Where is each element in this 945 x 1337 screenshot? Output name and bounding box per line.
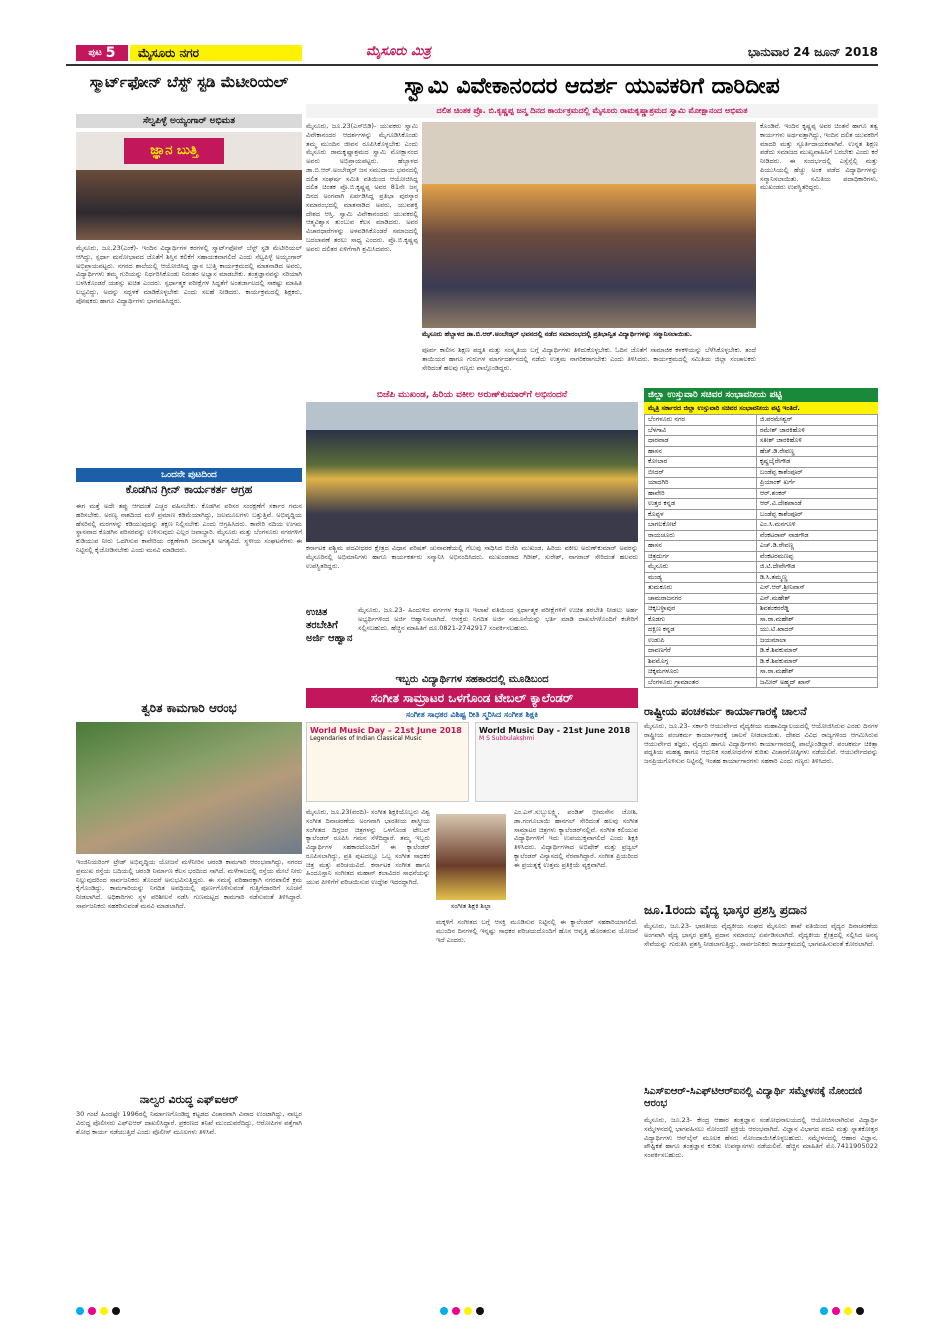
story4-headline: ನಾಲ್ವರ ವಿರುದ್ಧ ಎಫ್‌ಐಆರ್ xyxy=(139,1093,239,1106)
district-cell: ಬೆಳಗಾವಿ xyxy=(645,425,757,436)
page-header xyxy=(66,42,878,64)
table-row xyxy=(645,625,878,636)
felicitation-photo xyxy=(306,402,638,542)
minister-cell: ಆರ್.ಶಂಕರ್ xyxy=(756,488,877,499)
paper-name: ಮೈಸೂರು ಮಿತ್ರ xyxy=(366,44,431,59)
calendar-body-right2: ಮಕ್ಕಳಿಗೆ ಸಂಗೀತದ ಬಗ್ಗೆ ಆಸಕ್ತಿ ಮೂಡಿಸುವ ನಿಟ್ಟಿನಲ್ಲಿ ಈ ಕ್ಯಾಲೆಂಡರ್ ಸಹಕಾರಿಯಾಗಲಿದೆ. ಮುಂದಿನ ದಿನಗಳಲ್ಲಿ ಇನ್ನಷ್ಟು ಸಾಧಕರ ಪರಿಚಯದೊಂದಿಗೆ ಹೊಸ ಆವೃತ್ತಿ ಹೊರತರುವ ಯೋಜನೆ ಇದೆ ಎಂದರು. xyxy=(436,918,638,944)
continued-label: ಒಂದನೇ ಪುಟದಿಂದ xyxy=(76,468,302,482)
felicitation-headline: ಬಿಜೆಪಿ ಮುಖಂಡ, ಹಿರಿಯ ವಕೀಲ ಅರುಣ್‌ಕುಮಾರ್‌ಗೆ ಅಭಿನಂದನೆ xyxy=(306,388,638,402)
district-cell: ಚಿತ್ರದುರ್ಗ xyxy=(645,551,757,562)
calendar-kicker: ಇಬ್ಬರು ವಿದ್ಯಾರ್ಥಿಗಳ ಸಹಕಾರದಲ್ಲಿ ಮೂಡಿಬಂದ xyxy=(395,674,549,685)
color-swatches-mid xyxy=(440,1307,484,1315)
table-row xyxy=(645,562,878,573)
table-row xyxy=(645,572,878,583)
story2-headline: ಕೊಡಗಿನ ಗ್ರೀನ್ ಕಾರ್ಯಕರ್ತ ಆಗ್ರಹ xyxy=(125,483,253,496)
lead-right-body: ಕೊಂಡಿವೆ. ಇಂದಿನ ಕೃಷ್ಣಪ್ಪ ಅವರ ಚಿಂತನೆ ಹಾಗೂ ತತ್ವ ಕಾರ್ಯಗಳು ಅರ್ಥವತ್ತಾಗಿದ್ದು, ಇಂದಿನ ದಲಿತ ಯುವಕರಿಗೆ ಮಾದರಿ ಮತ್ತು ಸ್ಫೂರ್ತಿದಾಯಕವಾಗಿವೆ. ಉನ್ನತ ಶಿಕ್ಷಣ ಪಡೆದು ಸಮಾಜದ ಮುಖ್ಯವಾಹಿನಿಗೆ ಬರಬೇಕು ಎಂದು ಕರೆ ನೀಡಿದರು. ಈ ಸಂದರ್ಭದಲ್ಲಿ ಎಸ್ಸೆಸ್ಸೆಲ್ಸಿ ಮತ್ತು ಪಿಯುಸಿಯಲ್ಲಿ ಹೆಚ್ಚು ಅಂಕ ಪಡೆದ ವಿದ್ಯಾರ್ಥಿಗಳನ್ನು ಸನ್ಮಾನಿಸಲಾಯಿತು. ಸಮಿತಿಯ ಪದಾಧಿಕಾರಿಗಳು, ಮುಖಂಡರು ಉಪಸ್ಥಿತರಿದ್ದರು. xyxy=(760,122,878,192)
main-columns xyxy=(306,70,878,1302)
minister-cell: ಆರ್.ವಿ.ದೇಶಪಾಂಡೆ xyxy=(756,499,877,510)
lead-headline: ಸ್ವಾಮಿ ವಿವೇಕಾನಂದರ ಆದರ್ಶ ಯುವಕರಿಗೆ ದಾರಿದೀಪ xyxy=(404,74,780,99)
minister-cell: ಡಿ.ಸಿ.ತಮ್ಮಣ್ಣ xyxy=(756,572,877,583)
district-cell: ಶಿವಮೊಗ್ಗ xyxy=(645,656,757,667)
minister-cell: ಎಸ್.ಆರ್.ಶ್ರೀನಿವಾಸ್ xyxy=(756,583,877,594)
story1-subhead: ಸೆಲ್ವಪಿಳ್ಳೆ ಅಯ್ಯಂಗಾರ್ ಅಭಿಮತ xyxy=(76,114,302,128)
calendar-img1-sub: Legendaries of Indian Classical Music xyxy=(310,735,422,742)
minister-cell: ಪ್ರಿಯಾಂಕ್ ಖರ್ಗೆ xyxy=(756,478,877,489)
table-row xyxy=(645,425,878,436)
district-cell: ಚಿಕ್ಕಮಗಳೂರು xyxy=(645,667,757,678)
district-cell: ಬೆಂಗಳೂರು ಗ್ರಾಮಾಂತರ xyxy=(645,677,757,688)
table-title: ಜಿಲ್ಲಾ ಉಸ್ತುವಾರಿ ಸಚಿವರ ಸಂಭಾವನೀಯ ಪಟ್ಟಿ xyxy=(644,388,878,402)
district-cell: ಹಾಸನ xyxy=(645,541,757,552)
calendar-story xyxy=(306,674,638,1302)
minister-table xyxy=(644,414,878,688)
table-row xyxy=(645,656,878,667)
right-stories xyxy=(644,706,878,1290)
story2-body: ಈಗ ಮತ್ತೆ ಅದೇ ತಪ್ಪು ಆಗದಂತೆ ಎಚ್ಚರ ವಹಿಸಬೇಕು. ಕೊಡಗಿನ ಪರಿಸರ ಸಂರಕ್ಷಣೆಗೆ ಸರ್ಕಾರ ಗಮನ ಹರಿಸಬೇಕು. ಅರಣ್ಯ ನಾಶದಿಂದ ಮಳೆ ಪ್ರಮಾಣ ಕಡಿಮೆಯಾಗಿದ್ದು, ಜಲಮೂಲಗಳು ಬತ್ತುತ್ತಿವೆ. ಅಭಿವೃದ್ಧಿಯ ಹೆಸರಿನಲ್ಲಿ ಮರಗಳನ್ನು ಕಡಿಯುವುದನ್ನು ತಕ್ಷಣ ನಿಲ್ಲಿಸಬೇಕು ಎಂದು ಆಗ್ರಹಿಸಿದರು. ಕಾವೇರಿ ನದಿಯ ಉಗಮ ಸ್ಥಾನವಾದ ಕೊಡಗಿನ ಪರಿಸರವನ್ನು ಉಳಿಸುವುದು ಎಲ್ಲರ ಜವಾಬ್ದಾರಿ. ಮೈಸೂರು ಮತ್ತು ಬೆಂಗಳೂರು ನಗರಗಳಿಗೆ ಕುಡಿಯುವ ನೀರು ಒದಗಿಸುವ ಕಾವೇರಿಯ ರಕ್ಷಣೆಗಾಗಿ ಜನಜಾಗೃತಿ ಅಗತ್ಯವಿದೆ. ಸ್ಥಳೀಯ ಸಂಘಟನೆಗಳು ಈ ನಿಟ್ಟಿನಲ್ಲಿ ಕೈಜೋಡಿಸಬೇಕು ಎಂದು ಮನವಿ ಮಾಡಿದರು. xyxy=(76,502,302,554)
table-row xyxy=(645,530,878,541)
minister-cell: ಎಂ.ಸಿ.ಮನಗೂಳಿ xyxy=(756,520,877,531)
district-cell: ಉಡುಪಿ xyxy=(645,635,757,646)
story1-body: ಮೈಸೂರು, ಜೂ.23(ಎಂಕೆ)- ಇಂದಿನ ವಿದ್ಯಾರ್ಥಿಗಳ ಕರಗಳಲ್ಲಿ ಸ್ಮಾರ್ಟ್‌ಫೋನ್ ಬೆಸ್ಟ್ ಸ್ಟಡಿ ಮೆಟೀರಿಯಲ್ ಆಗಿದ್ದು, ಸ್ಪರ್ಧಾ ಮನೋಭಾವದ ಜೊತೆಗೆ ಶಿಸ್ತಿನ ಕಲಿಕೆಗೆ ಸಹಾಯಕವಾಗಲಿದೆ ಎಂದು ಸೆಲ್ವಪಿಳ್ಳೆ ಅಯ್ಯಂಗಾರ್ ಅಭಿಪ್ರಾಯಪಟ್ಟರು. ನಗರದ ಶಾಲೆಯಲ್ಲಿ ಆಯೋಜಿಸಿದ್ದ ಜ್ಞಾನ ಬುತ್ತಿ ಕಾರ್ಯಕ್ರಮದಲ್ಲಿ ಮಾತನಾಡಿದ ಅವರು, ವಿದ್ಯಾರ್ಥಿಗಳು ತಮ್ಮ ಗುರಿಯನ್ನು ನಿರ್ಧರಿಸಿಕೊಂಡು ನಿರಂತರ ಅಭ್ಯಾಸ ಮಾಡಬೇಕು. ತಂತ್ರಜ್ಞಾನವನ್ನು ಸರಿಯಾಗಿ ಬಳಸಿಕೊಂಡರೆ ಯಶಸ್ಸು ಖಚಿತ ಎಂದರು. ಸ್ಪರ್ಧಾತ್ಮಕ ಪರೀಕ್ಷೆಗಳ ಸಿದ್ಧತೆಗೆ ಅಂತರ್ಜಾಲದಲ್ಲಿ ಸಾಕಷ್ಟು ಮಾಹಿತಿ ಲಭ್ಯವಿದ್ದು, ಅದನ್ನು ಸದ್ಬಳಕೆ ಮಾಡಿಕೊಳ್ಳಬೇಕು ಎಂದು ಸಲಹೆ ನೀಡಿದರು. ಕಾರ್ಯಕ್ರಮದಲ್ಲಿ ಶಿಕ್ಷಕರು, ಪೋಷಕರು ಹಾಗೂ ವಿದ್ಯಾರ್ಥಿಗಳು ಭಾಗವಹಿಸಿದ್ದರು. xyxy=(76,244,302,305)
left-column xyxy=(76,70,302,1302)
lead-bottom-body: ಪೂರ್ವ ಕಾಲೀನ ಶಿಕ್ಷಣ ಪದ್ಧತಿ ಮತ್ತು ಸಂಸ್ಕೃತಿಯ ಬಗ್ಗೆ ವಿದ್ಯಾರ್ಥಿಗಳು ತಿಳಿದುಕೊಳ್ಳಬೇಕು. ಓದಿನ ಜೊತೆಗೆ ಸಾಮಾಜಿಕ ಕಳಕಳಿಯನ್ನು ಬೆಳೆಸಿಕೊಳ್ಳಬೇಕು. ತಂದೆ ತಾಯಿಯರ ಹಾಗೂ ಗುರುಗಳ ಮಾರ್ಗದರ್ಶನದಲ್ಲಿ ನಡೆದು ಉತ್ತಮ ನಾಗರಿಕರಾಗಬೇಕು ಎಂದು ತಿಳಿಸಿದರು. ಕಾರ್ಯಕ್ರಮದಲ್ಲಿ ಸಮಿತಿಯ ಜಿಲ್ಲಾ ಸಂಚಾಲಕರು ಸೇರಿದಂತೆ ಹಲವು ಗಣ್ಯರು ಪಾಲ್ಗೊಂಡಿದ್ದರು. xyxy=(422,346,756,372)
lead-left-text xyxy=(306,122,418,384)
minister-cell: ಸಾ.ರಾ.ಮಹೇಶ್ xyxy=(756,614,877,625)
story3-photo xyxy=(76,722,302,854)
calendar-subhead: ಸಂಗೀತ ಸಾಧಕರ ವಿಶಿಷ್ಟ ರೀತಿ ಸ್ಮರಿಸಿದ ಸಂಗೀತ ಶಿಕ್ಷಕಿ xyxy=(406,710,538,719)
district-cell: ದಾವಣಗೆರೆ xyxy=(645,646,757,657)
district-cell: ದಕ್ಷಿಣ ಕನ್ನಡ xyxy=(645,625,757,636)
district-cell: ಕೊಡಗು xyxy=(645,614,757,625)
district-cell: ಚಿಕ್ಕಬಳ್ಳಾಪುರ xyxy=(645,604,757,615)
issue-date: ಭಾನುವಾರ 24 ಜೂನ್ 2018 xyxy=(747,45,878,59)
minister-cell: ಯು.ಟಿ.ಖಾದರ್ xyxy=(756,625,877,636)
table-row xyxy=(645,467,878,478)
table-row xyxy=(645,436,878,447)
table-row xyxy=(645,551,878,562)
table-row xyxy=(645,446,878,457)
minister-cell: ವೆಂಕಟರಾವ್ ನಾಡಗೌಡ xyxy=(756,530,877,541)
minister-cell: ಎಚ್.ಡಿ.ರೇವಣ್ಣ xyxy=(756,541,877,552)
story4-body: 30 ಗಂಟೆ ಹಿಂದಷ್ಟೇ 1996ರಲ್ಲಿ ನಿರ್ಮಾಣಗೊಂಡಿದ್ದ ಕಟ್ಟಡದ ವಿಚಾರವಾಗಿ ವಿವಾದ ಉಂಟಾಗಿದ್ದು, ನಾಲ್ವರ ವಿರುದ್ಧ ಪೊಲೀಸರು ಎಫ್‌ಐಆರ್ ದಾಖಲಿಸಿದ್ದಾರೆ. ಪ್ರಕರಣದ ತನಿಖೆ ಮುಂದುವರೆದಿದ್ದು, ಆರೋಪಿಗಳ ಪತ್ತೆಗಾಗಿ ಶೋಧ ಕಾರ್ಯ ನಡೆಯುತ್ತಿದೆ ಎಂದು ಪೊಲೀಸ್ ಮೂಲಗಳು ತಿಳಿಸಿವೆ. xyxy=(76,1110,302,1136)
felicitation-caption: ಕರ್ನಾಟಕ ಪಶ್ಚಿಮ ಪದವೀಧರರ ಕ್ಷೇತ್ರದ ವಿಧಾನ ಪರಿಷತ್ ಚುನಾವಣೆಯಲ್ಲಿ ಗೆಲುವು ಸಾಧಿಸಿದ ಬಿಜೆಪಿ ಮುಖಂಡ, ಹಿರಿಯ ವಕೀಲ ಅರುಣ್‌ಕುಮಾರ್ ಅವರನ್ನು ಮೈಸೂರಿನಲ್ಲಿ ಅಭಿಮಾನಿಗಳು ಹಾಗೂ ಕಾರ್ಯಕರ್ತರು ಸನ್ಮಾನಿಸಿ ಅಭಿನಂದಿಸಿದರು. ಮುಖಂಡರಾದ ಗಿರೀಶ್, ಸುರೇಶ್, ನಾಗರಾಜ್ ಸೇರಿದಂತೆ ಹಲವರು ಉಪಸ್ಥಿತರಿದ್ದರು. xyxy=(306,544,638,570)
lead-photo-caption: ಮೈಸೂರು ಹೆಬ್ಬಾಳದ ಡಾ.ಬಿ.ಆರ್.ಅಂಬೇಡ್ಕರ್ ಭವನದಲ್ಲಿ ನಡೆದ ಸಮಾರಂಭದಲ್ಲಿ ಪ್ರತಿಭಾನ್ವಿತ ವಿದ್ಯಾರ್ಥಿಗಳನ್ನು ಸನ್ಮಾನಿಸಲಾಯಿತು. xyxy=(422,330,693,338)
teacher-caption: ಸಂಗೀತ ಶಿಕ್ಷಕಿ ಶಿಲ್ಪಾ xyxy=(450,902,492,910)
table-row xyxy=(645,614,878,625)
district-cell: ತುಮಕೂರು xyxy=(645,583,757,594)
notice-body: ಮೈಸೂರು, ಜೂ.23- ಹಿಂದುಳಿದ ವರ್ಗಗಳ ಕಲ್ಯಾಣ ಇಲಾಖೆ ವತಿಯಿಂದ ಸ್ಪರ್ಧಾತ್ಮಕ ಪರೀಕ್ಷೆಗಳಿಗೆ ಉಚಿತ ತರಬೇತಿ ನೀಡಲು ಅರ್ಹ ಅಭ್ಯರ್ಥಿಗಳಿಂದ ಅರ್ಜಿ ಆಹ್ವಾನಿಸಲಾಗಿದೆ. ಆಸಕ್ತರು ನಿಗದಿತ ಅರ್ಜಿ ನಮೂನೆಯನ್ನು ಭರ್ತಿ ಮಾಡಿ ದಾಖಲೆಗಳೊಂದಿಗೆ ಕಚೇರಿಗೆ ಸಲ್ಲಿಸಬಹುದು. ಹೆಚ್ಚಿನ ಮಾಹಿತಿಗೆ ದೂ.0821-2742917 ಸಂಪರ್ಕಿಸಬಹುದು. xyxy=(358,606,638,632)
minister-table-box xyxy=(644,388,878,688)
minister-cell: ವೆಂಕಟರಮಣಪ್ಪ xyxy=(756,551,877,562)
newspaper-page xyxy=(66,42,878,1304)
table-row xyxy=(645,520,878,531)
lead-left-body: ಮೈಸೂರು, ಜೂ.23(ಎಸ್‌ಬಿಡಿ)- ಯುವಕರು ಸ್ವಾಮಿ ವಿವೇಕಾನಂದರ ಆದರ್ಶಗಳನ್ನು ಮೈಗೂಡಿಸಿಕೊಂಡು ತಮ್ಮ ಮುಂದಿನ ಜೀವನ ರೂಪಿಸಿಕೊಳ್ಳಬೇಕು ಎಂದು ಮೈಸೂರು ರಾಮಕೃಷ್ಣಾಶ್ರಮದ ಸ್ವಾಮಿ ಮೋಕ್ಷಾನಂದ ಅವರು ಅಭಿಪ್ರಾಯಪಟ್ಟರು. ಹೆಬ್ಬಾಳದ ಡಾ.ಬಿ.ಆರ್.ಅಂಬೇಡ್ಕರ್ ಜನ ಸಮುದಾಯ ಭವನದಲ್ಲಿ ದಲಿತ ಸಂಘರ್ಷ ಸಮಿತಿ ವತಿಯಿಂದ ಆಯೋಜಿಸಿದ್ದ ದಲಿತ ಚಿಂತಕ ಪ್ರೊ.ಬಿ.ಕೃಷ್ಣಪ್ಪ ಅವರ 81ನೇ ಜನ್ಮ ದಿನದ ಅಂಗವಾಗಿ ಏರ್ಪಡಿಸಿದ್ದ ಪ್ರತಿಭಾ ಪುರಸ್ಕಾರ ಸಮಾರಂಭದಲ್ಲಿ ಮಾತನಾಡಿದ ಅವರು, ಯುವಶಕ್ತಿ ದೇಶದ ಆಸ್ತಿ. ಸ್ವಾಮಿ ವಿವೇಕಾನಂದರು ಯುವಕರಲ್ಲಿ ಆತ್ಮವಿಶ್ವಾಸ ತುಂಬುವ ಕೆಲಸ ಮಾಡಿದರು. ಅವರ ವಿಚಾರಧಾರೆಗಳನ್ನು ಅಳವಡಿಸಿಕೊಂಡರೆ ಸಮಾಜದಲ್ಲಿ ಬದಲಾವಣೆ ತರಲು ಸಾಧ್ಯ ಎಂದರು. ಪ್ರೊ.ಬಿ.ಕೃಷ್ಣಪ್ಪ ಅವರು ದಲಿತರ ಏಳಿಗೆಗಾಗಿ ಶ್ರಮಿಸಿದವರು. xyxy=(306,122,418,253)
district-cell: ಮೈಸೂರು xyxy=(645,562,757,573)
district-cell: ಬಾಗಲಕೋಟೆ xyxy=(645,520,757,531)
minister-cell: ಶಿವಶಂಕರರೆಡ್ಡಿ xyxy=(756,604,877,615)
table-row xyxy=(645,677,878,688)
table-row xyxy=(645,604,878,615)
district-cell: ರಾಯಚೂರು xyxy=(645,530,757,541)
calendar-images xyxy=(306,722,638,802)
district-cell: ಮಂಡ್ಯ xyxy=(645,572,757,583)
lead-right-text xyxy=(760,122,878,384)
page-number-badge xyxy=(76,45,128,61)
calendar-img2-sub: M S Subbulakshmi xyxy=(479,735,535,742)
district-cell: ಹಾವೇರಿ xyxy=(645,488,757,499)
minister-cell: ಹೆಚ್.ಡಿ.ರೇವಣ್ಣ xyxy=(756,446,877,457)
color-swatches-right xyxy=(820,1307,864,1315)
story1-banner: ಜ್ಞಾನ ಬುತ್ತಿ xyxy=(124,138,224,164)
notice-box xyxy=(306,606,638,670)
minister-cell: ಜಿ.ಪರಮೇಶ್ವರ್ xyxy=(756,415,877,426)
story7-headline: ಸಿಎಸ್‌ಐಆರ್-ಸಿಎಫ್‌ಟಿಆರ್‌ಐನಲ್ಲಿ ವಿದ್ಯಾರ್ಥಿ ಸಮ್ಮೇಳನಕ್ಕೆ ನೋಂದಣಿ ಆರಂಭ xyxy=(644,1086,863,1109)
district-cell: ಹಾಸನ xyxy=(645,446,757,457)
table-row xyxy=(645,646,878,657)
calendar-img1-title: World Music Day – 21st June 2018 xyxy=(310,726,462,735)
page-label: ಪುಟ xyxy=(88,48,102,58)
minister-cell: ಜಯಮಾಲಾ xyxy=(756,635,877,646)
minister-cell: ಜಿ.ಟಿ.ದೇವೇಗೌಡ xyxy=(756,562,877,573)
district-cell: ಚಾಮರಾಜನಗರ xyxy=(645,593,757,604)
color-swatches-left xyxy=(76,1307,120,1315)
table-row xyxy=(645,635,878,646)
calendar-body-right: ಎಂ.ಎಸ್.ಸುಬ್ಬುಲಕ್ಷ್ಮಿ, ಪಂಡಿತ್ ಭೀಮಸೇನ ಜೋಶಿ, ಡಾ.ಗಂಗೂಬಾಯಿ ಹಾನಗಲ್ ಸೇರಿದಂತೆ ಹಲವು ಸಂಗೀತ ಸಾಮ್ರಾಟರ ಚಿತ್ರಗಳು ಕ್ಯಾಲೆಂಡರ್‌ನಲ್ಲಿವೆ. ಸಂಗೀತ ಕಲಿಯುವ ವಿದ್ಯಾರ್ಥಿಗಳಿಗೆ ಇದು ಉಪಯುಕ್ತವಾಗಲಿದೆ ಎಂದು ಶಿಕ್ಷಕಿ ತಿಳಿಸಿದರು. ವಿದ್ಯಾರ್ಥಿಗಳಾದ ಅಭಿಷೇಕ್ ಮತ್ತು ಪ್ರಜ್ವಲ್ ಕ್ಯಾಲೆಂಡರ್ ವಿನ್ಯಾಸದಲ್ಲಿ ನೆರವಾಗಿದ್ದಾರೆ. ಸಂಗೀತ ಪ್ರಿಯರಿಂದ ಈ ಪ್ರಯತ್ನಕ್ಕೆ ಉತ್ತಮ ಪ್ರತಿಕ್ರಿಯೆ ವ್ಯಕ್ತವಾಗಿದೆ. xyxy=(514,808,638,869)
story7-body: ಮೈಸೂರು, ಜೂ.23- ಕೇಂದ್ರ ಆಹಾರ ತಂತ್ರಜ್ಞಾನ ಸಂಶೋಧನಾಲಯದಲ್ಲಿ ಆಯೋಜಿಸಲಾಗಿರುವ ವಿದ್ಯಾರ್ಥಿ ಸಮ್ಮೇಳನದಲ್ಲಿ ಭಾಗವಹಿಸಲು ನೋಂದಣಿ ಪ್ರಕ್ರಿಯೆ ಆರಂಭವಾಗಿದೆ. ವಿಜ್ಞಾನ ವಿಭಾಗದ ಪದವಿ ಮತ್ತು ಸ್ನಾತಕೋತ್ತರ ವಿದ್ಯಾರ್ಥಿಗಳು ಆನ್‌ಲೈನ್ ಮೂಲಕ ಹೆಸರು ನೋಂದಾಯಿಸಿಕೊಳ್ಳಬಹುದು. ಸಮ್ಮೇಳನದಲ್ಲಿ ಆಹಾರ ವಿಜ್ಞಾನ, ಪೌಷ್ಟಿಕತೆ ಹಾಗೂ ತಂತ್ರಜ್ಞಾನ ಕುರಿತು ಉಪನ್ಯಾಸಗಳು ನಡೆಯಲಿವೆ. ಹೆಚ್ಚಿನ ಮಾಹಿತಿಗೆ ಮೊ.7411905022 ಸಂಪರ್ಕಿಸಬಹುದು. xyxy=(644,1116,878,1160)
minister-cell: ಬಂಡೆಪ್ಪ ಕಾಶೆಂಪೂರ್ xyxy=(756,509,877,520)
lead-subhead: ದಲಿತ ಚಿಂತಕ ಪ್ರೊ. ಬಿ.ಕೃಷ್ಣಪ್ಪ ಜನ್ಮ ದಿನದ ಕಾರ್ಯಕ್ರಮದಲ್ಲಿ ಮೈಸೂರು ರಾಮಕೃಷ್ಣಾಶ್ರಮದ ಸ್ವಾಮಿ ಮೋಕ್ಷಾನಂದ ಅಭಿಮತ xyxy=(306,104,878,118)
story6-headline: ಜೂ.1ರಂದು ವೈದ್ಯ ಭಾಸ್ಕರ ಪ್ರಶಸ್ತಿ ಪ್ರದಾನ xyxy=(644,903,807,917)
table-subtitle: ಮೈತ್ರಿ ಸರ್ಕಾರದ ಜಿಲ್ಲಾ ಉಸ್ತುವಾರಿ ಸಚಿವರ ಸಂಭಾವನೀಯ ಪಟ್ಟಿ ಇಂತಿದೆ. xyxy=(644,402,878,414)
table-row xyxy=(645,593,878,604)
table-row xyxy=(645,509,878,520)
minister-cell: ಜಮೀರ್ ಅಹ್ಮದ್ ಖಾನ್ xyxy=(756,677,877,688)
district-cell: ಬೆಂಗಳೂರು ನಗರ xyxy=(645,415,757,426)
district-cell: ಯಾದಗಿರಿ xyxy=(645,478,757,489)
minister-cell: ಸತೀಶ್ ಜಾರಕಿಹೊಳಿ xyxy=(756,436,877,447)
calendar-image-2 xyxy=(475,722,638,802)
district-cell: ಧಾರವಾಡ xyxy=(645,436,757,447)
story1-headline: ಸ್ಮಾರ್ಟ್‌ಫೋನ್ ಬೆಸ್ಟ್ ಸ್ಟಡಿ ಮೆಟೀರಿಯಲ್ xyxy=(89,73,289,91)
table-row xyxy=(645,478,878,489)
calendar-img2-title: World Music Day - 21st June 2018 xyxy=(479,726,631,735)
table-row xyxy=(645,457,878,468)
calendar-body-left: ಮೈಸೂರು, ಜೂ.23(ವರದಿ)- ಸಂಗೀತ ಶಿಕ್ಷಕಿಯೊಬ್ಬರು ವಿಶ್ವ ಸಂಗೀತ ದಿನಾಚರಣೆಯ ಅಂಗವಾಗಿ ಭಾರತೀಯ ಶಾಸ್ತ್ರೀಯ ಸಂಗೀತದ ದಿಗ್ಗಜರ ಚಿತ್ರಗಳನ್ನು ಒಳಗೊಂಡ ಟೇಬಲ್ ಕ್ಯಾಲೆಂಡರ್ ರೂಪಿಸಿ ಗಮನ ಸೆಳೆದಿದ್ದಾರೆ. ತಮ್ಮ ಇಬ್ಬರು ವಿದ್ಯಾರ್ಥಿಗಳ ಸಹಕಾರದೊಂದಿಗೆ ಈ ಕ್ಯಾಲೆಂಡರ್ ರೂಪಿಸಲಾಗಿದ್ದು, ಪ್ರತಿ ಪುಟದಲ್ಲೂ ಒಬ್ಬ ಸಂಗೀತ ಸಾಧಕರ ಚಿತ್ರ ಮತ್ತು ಪರಿಚಯವಿದೆ. ಕರ್ನಾಟಕ ಸಂಗೀತ ಹಾಗೂ ಹಿಂದೂಸ್ತಾನಿ ಸಂಗೀತದ ಮಹಾನ್ ಕಲಾವಿದರ ಸಾಧನೆಯನ್ನು ಯುವ ಪೀಳಿಗೆಗೆ ಪರಿಚಯಿಸುವ ಉದ್ದೇಶ ಇದರದ್ದಾಗಿದೆ. xyxy=(306,808,430,887)
minister-cell: ಡಿ.ಕೆ.ಶಿವಕುಮಾರ್ xyxy=(756,646,877,657)
minister-cell: ಕೃಷ್ಣಬೈರೇಗೌಡ xyxy=(756,457,877,468)
felicitation-story xyxy=(306,388,638,600)
district-cell: ಕೊಪ್ಪಳ xyxy=(645,509,757,520)
lead-photo xyxy=(422,122,756,328)
page-number: 5 xyxy=(105,45,116,61)
minister-cell: ರಮೇಶ್ ಜಾರಕಿಹೊಳಿ xyxy=(756,425,877,436)
section-title: ಮೈಸೂರು ನಗರ xyxy=(130,45,302,61)
story6-body: ಮೈಸೂರು, ಜೂ.23- ಭಾರತೀಯ ವೈದ್ಯಕೀಯ ಸಂಘದ ಮೈಸೂರು ಶಾಖೆ ವತಿಯಿಂದ ವೈದ್ಯರ ದಿನಾಚರಣೆಯ ಅಂಗವಾಗಿ ವೈದ್ಯ ಭಾಸ್ಕರ ಪ್ರಶಸ್ತಿ ಪ್ರದಾನ ಸಮಾರಂಭ ಏರ್ಪಡಿಸಲಾಗಿದೆ. ವೈದ್ಯಕೀಯ ಕ್ಷೇತ್ರದಲ್ಲಿ ಸಲ್ಲಿಸಿದ ಅನನ್ಯ ಸೇವೆಯನ್ನು ಗುರುತಿಸಿ ಪ್ರಶಸ್ತಿ ನೀಡಲಾಗುತ್ತಿದ್ದು, ಸಾರ್ವಜನಿಕರು ಕಾರ್ಯಕ್ರಮದಲ್ಲಿ ಭಾಗವಹಿಸುವಂತೆ ಕೋರಲಾಗಿದೆ. xyxy=(644,922,878,948)
minister-cell: ಎನ್.ಮಹೇಶ್ xyxy=(756,593,877,604)
minister-cell: ಬಂಡೆಪ್ಪ ಕಾಶೆಂಪೂರ್ xyxy=(756,467,877,478)
table-row xyxy=(645,583,878,594)
story3-headline: ತ್ವರಿತ ಕಾಮಗಾರಿ ಆರಂಭ xyxy=(141,701,237,715)
story1-photo xyxy=(76,132,302,240)
table-row xyxy=(645,541,878,552)
notice-label: ಉಚಿತ ತರಬೇತಿಗೆ ಅರ್ಜಿ ಆಹ್ವಾನ xyxy=(306,607,353,644)
story3-body: ಇಂಜಿನಿಯರಿಂಗ್ ಟ್ರೇಡ್ ಅಭಿವೃದ್ಧಿಯ ಯೋಜನೆ ಮಳೆನೀರಿನ ಚರಂಡಿ ಕಾಮಗಾರಿ ಆರಂಭವಾಗಿದ್ದು, ನಗರದ ಪ್ರಮುಖ ರಸ್ತೆಯ ಬದಿಯಲ್ಲಿ ಚರಂಡಿ ನಿರ್ಮಾಣ ಕೆಲಸ ಭರದಿಂದ ಸಾಗಿದೆ. ಮಳೆಗಾಲದಲ್ಲಿ ರಸ್ತೆಯ ಮೇಲೆ ನೀರು ನಿಲ್ಲುವುದರಿಂದ ಸಾರ್ವಜನಿಕರು ತೊಂದರೆ ಅನುಭವಿಸುತ್ತಿದ್ದರು. ಈ ಸಮಸ್ಯೆ ಪರಿಹಾರಕ್ಕಾಗಿ ನಗರಪಾಲಿಕೆ ಕ್ರಮ ಕೈಗೊಂಡಿದ್ದು, ಕಾಮಗಾರಿಯನ್ನು ನಿಗದಿತ ಅವಧಿಯಲ್ಲಿ ಪೂರ್ಣಗೊಳಿಸುವಂತೆ ಗುತ್ತಿಗೆದಾರರಿಗೆ ಸೂಚನೆ ನೀಡಲಾಗಿದೆ. ಅಧಿಕಾರಿಗಳು ಸ್ಥಳ ಪರಿಶೀಲನೆ ನಡೆಸಿ ಗುಣಮಟ್ಟದ ಕಾಮಗಾರಿ ನಡೆಸುವಂತೆ ತಿಳಿಸಿದ್ದಾರೆ. ಸಾರ್ವಜನಿಕರು ಸಹಕರಿಸುವಂತೆ ಮನವಿ ಮಾಡಲಾಗಿದೆ. xyxy=(76,858,302,910)
table-row xyxy=(645,499,878,510)
table-row xyxy=(645,415,878,426)
teacher-photo xyxy=(436,814,506,900)
district-cell: ಬೀದರ್ xyxy=(645,467,757,478)
district-cell: ಕೋಲಾರ xyxy=(645,457,757,468)
minister-cell: ಡಿ.ಕೆ.ಶಿವಕುಮಾರ್ xyxy=(756,656,877,667)
story5-headline: ರಾಷ್ಟ್ರೀಯ ಪಂಚಕರ್ಮ ಕಾರ್ಯಾಗಾರಕ್ಕೆ ಚಾಲನೆ xyxy=(644,705,807,718)
table-row xyxy=(645,488,878,499)
calendar-image-1 xyxy=(306,722,469,802)
calendar-headline: ಸಂಗೀತ ಸಾಮ್ರಾಟರ ಒಳಗೊಂಡ ಟೇಬಲ್ ಕ್ಯಾಲೆಂಡರ್ xyxy=(306,688,638,708)
minister-cell: ಸಾ.ರಾ.ಮಹೇಶ್ xyxy=(756,667,877,678)
table-row xyxy=(645,667,878,678)
header-rule xyxy=(66,64,878,66)
district-cell: ಉತ್ತರ ಕನ್ನಡ xyxy=(645,499,757,510)
story5-body: ಮೈಸೂರು, ಜೂ.23- ಸರ್ಕಾರಿ ಆಯುರ್ವೇದ ವೈದ್ಯಕೀಯ ಮಹಾವಿದ್ಯಾಲಯದಲ್ಲಿ ಆಯೋಜಿಸಿರುವ ಎರಡು ದಿನಗಳ ರಾಷ್ಟ್ರೀಯ ಪಂಚಕರ್ಮ ಕಾರ್ಯಾಗಾರಕ್ಕೆ ಚಾಲನೆ ನೀಡಲಾಯಿತು. ದೇಶದ ವಿವಿಧ ರಾಜ್ಯಗಳಿಂದ ಆಗಮಿಸಿರುವ ಆಯುರ್ವೇದ ತಜ್ಞರು, ವೈದ್ಯರು ಹಾಗೂ ವಿದ್ಯಾರ್ಥಿಗಳು ಕಾರ್ಯಾಗಾರದಲ್ಲಿ ಪಾಲ್ಗೊಂಡಿದ್ದಾರೆ. ಪಂಚಕರ್ಮ ಚಿಕಿತ್ಸಾ ಪದ್ಧತಿಯ ಮಹತ್ವ ಹಾಗೂ ಆಧುನಿಕ ಸಂಶೋಧನೆಗಳ ಕುರಿತು ವಿಚಾರಗೋಷ್ಠಿಗಳು ನಡೆಯಲಿವೆ. ಆಯುರ್ವೇದವನ್ನು ಜನಪ್ರಿಯಗೊಳಿಸುವ ನಿಟ್ಟಿನಲ್ಲಿ ಇಂತಹ ಕಾರ್ಯಾಗಾರಗಳು ಸಹಕಾರಿ ಎಂದು ಗಣ್ಯರು ತಿಳಿಸಿದರು. xyxy=(644,722,878,766)
